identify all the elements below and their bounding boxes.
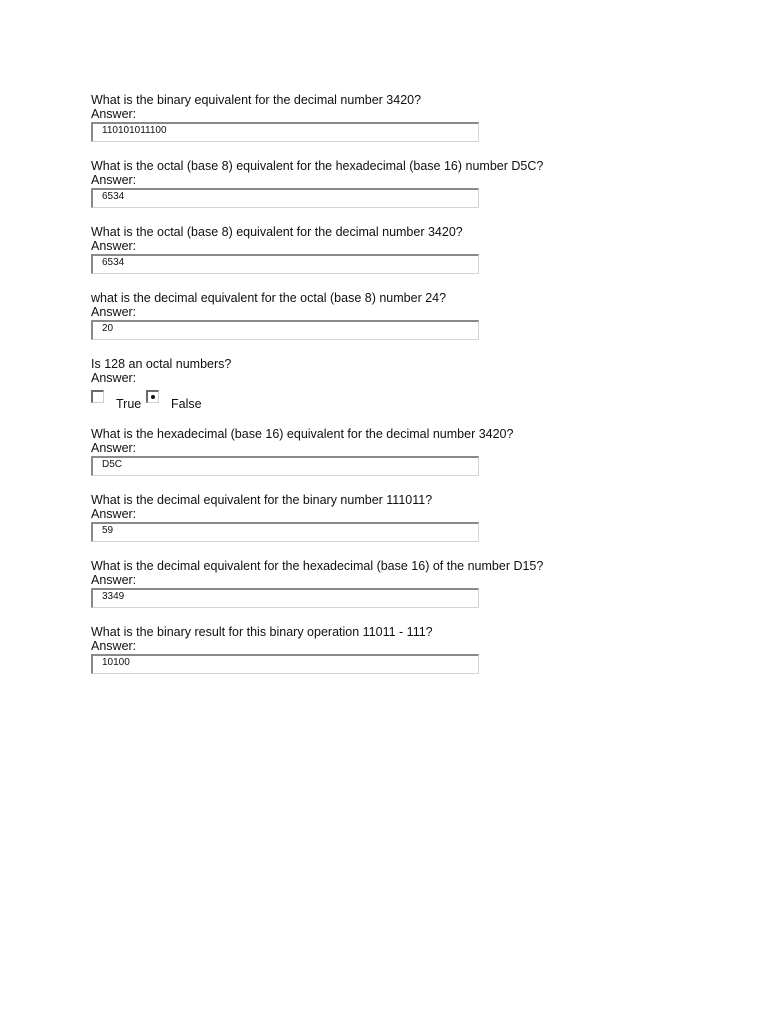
- answer-label: Answer:: [91, 639, 137, 653]
- question-text: What is the octal (base 8) equivalent for the hexadecimal (base 16) number D5C?: [91, 159, 544, 173]
- answer-label: Answer:: [91, 371, 137, 385]
- question-text: What is the binary equivalent for the decimal number 3420?: [91, 93, 422, 107]
- answer-label: Answer:: [91, 507, 137, 521]
- answer-label: Answer:: [91, 107, 137, 121]
- radio-selected-dot: [151, 395, 155, 399]
- question-2: [91, 159, 691, 225]
- answer-field[interactable]: 6534: [91, 254, 479, 274]
- answer-field[interactable]: 10100: [91, 654, 479, 674]
- answer-label: Answer:: [91, 441, 137, 455]
- quiz-form: [91, 93, 691, 691]
- answer-label: Answer:: [91, 305, 137, 319]
- question-5: [91, 357, 691, 427]
- question-text: What is the octal (base 8) equivalent for the decimal number 3420?: [91, 225, 463, 239]
- question-7: [91, 493, 691, 559]
- question-6: [91, 427, 691, 493]
- question-text: Is 128 an octal numbers?: [91, 357, 232, 371]
- radio-true[interactable]: [91, 390, 104, 403]
- answer-label: Answer:: [91, 173, 137, 187]
- true-false-options: [91, 390, 691, 410]
- answer-field[interactable]: 6534: [91, 188, 479, 208]
- question-9: [91, 625, 691, 691]
- answer-field[interactable]: 110101011100: [91, 122, 479, 142]
- option-true-label: True: [116, 397, 142, 411]
- answer-field[interactable]: D5C: [91, 456, 479, 476]
- answer-field[interactable]: 20: [91, 320, 479, 340]
- question-3: [91, 225, 691, 291]
- answer-field[interactable]: 59: [91, 522, 479, 542]
- question-text: What is the decimal equivalent for the hexadecimal (base 16) of the number D15?: [91, 559, 544, 573]
- question-8: [91, 559, 691, 625]
- option-false-label: False: [171, 397, 202, 411]
- answer-label: Answer:: [91, 239, 137, 253]
- question-1: [91, 93, 691, 159]
- question-text: What is the binary result for this binary operation 11011 - 111?: [91, 625, 433, 639]
- question-text: What is the hexadecimal (base 16) equivalent for the decimal number 3420?: [91, 427, 514, 441]
- question-text: What is the decimal equivalent for the binary number 111011?: [91, 493, 433, 507]
- answer-label: Answer:: [91, 573, 137, 587]
- question-4: [91, 291, 691, 357]
- radio-false[interactable]: [146, 390, 159, 403]
- answer-field[interactable]: 3349: [91, 588, 479, 608]
- question-text: what is the decimal equivalent for the octal (base 8) number 24?: [91, 291, 447, 305]
